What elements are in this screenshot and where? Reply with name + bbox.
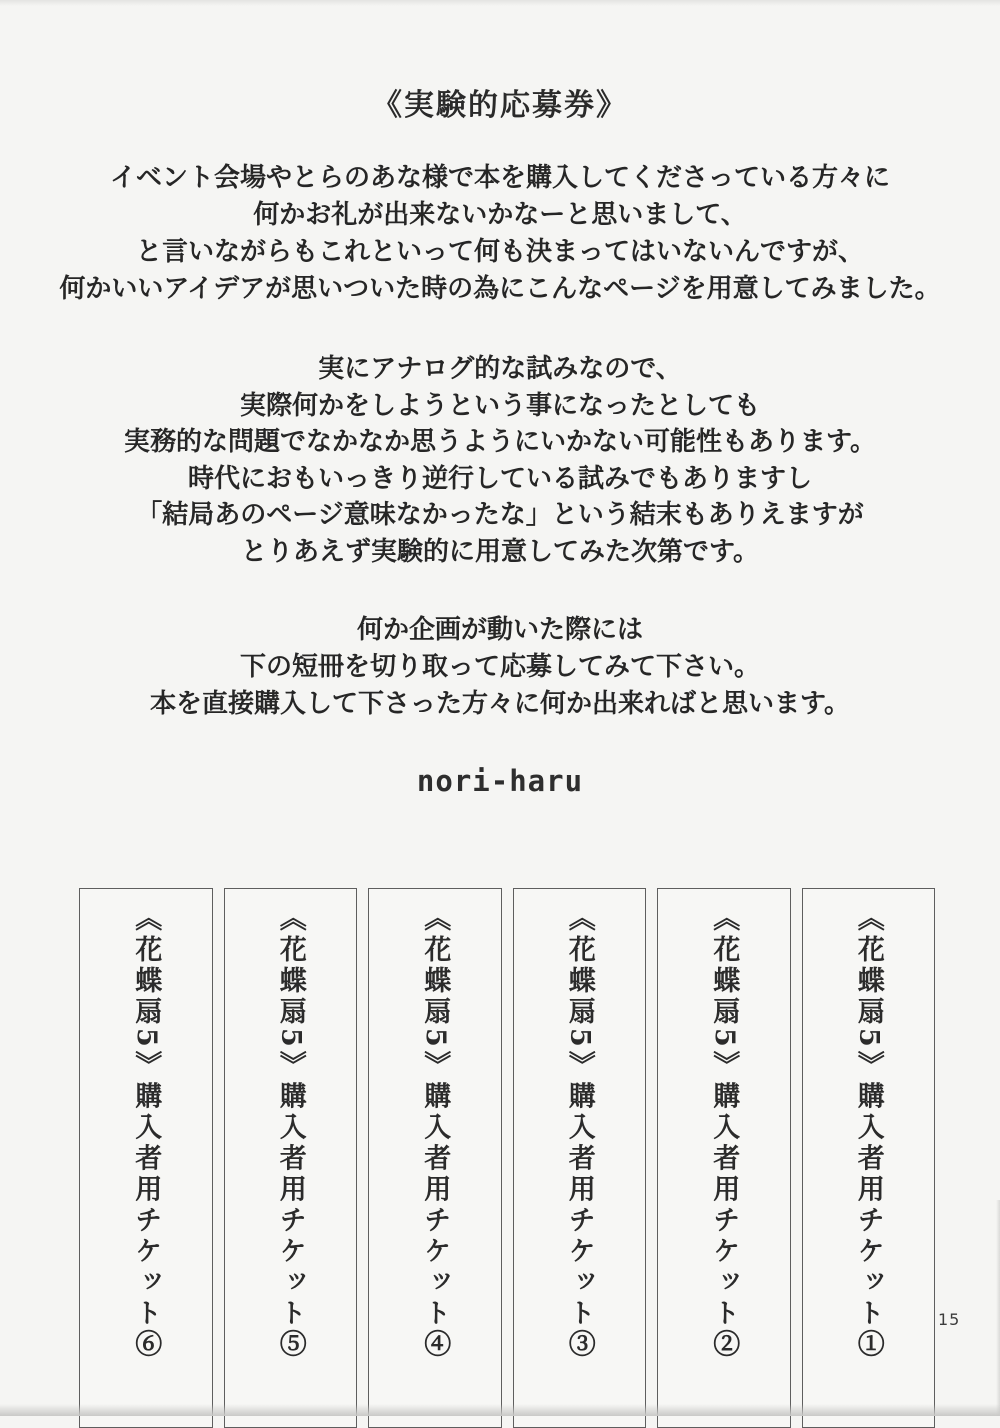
page-number: 15	[938, 1310, 961, 1329]
ticket-strip-1	[802, 888, 936, 1428]
intro-paragraph	[0, 160, 1000, 308]
text-line: と言いながらもこれといって何も決まってはいないんですが、	[135, 237, 864, 267]
text-line: 本を直接購入して下さった方々に何か出来ればと思います。	[150, 689, 850, 719]
ticket-label: 《花蝶扇5》購入者用チケット④	[419, 904, 451, 1361]
page-title: 《実験的応募券》	[372, 88, 628, 123]
caveat-paragraph	[0, 351, 1000, 570]
ticket-label: 《花蝶扇5》購入者用チケット⑤	[274, 904, 306, 1361]
text-line: 実にアナログ的な試みなので、	[318, 354, 682, 384]
text-line: 実務的な問題でなかなか思うようにいかない可能性もあります。	[124, 427, 876, 457]
ticket-strip-5	[224, 888, 358, 1428]
ticket-strip-2	[657, 888, 791, 1428]
ticket-label: 《花蝶扇5》購入者用チケット③	[563, 904, 595, 1361]
author-signature: nori-haru	[416, 764, 584, 798]
scan-edge-top	[0, 0, 1000, 6]
scan-edge-bottom	[0, 1404, 1000, 1416]
ticket-label: 《花蝶扇5》購入者用チケット②	[708, 904, 740, 1361]
text-line: イベント会場やとらのあな様で本を購入してくださっている方々に	[109, 163, 890, 193]
ticket-label: 《花蝶扇5》購入者用チケット①	[852, 904, 884, 1361]
text-line: 下の短冊を切り取って応募してみて下さい。	[239, 652, 760, 682]
ticket-strip-3	[513, 888, 647, 1428]
ticket-strip-4	[368, 888, 502, 1428]
instructions-paragraph	[0, 612, 1000, 723]
text-line: 何かいいアイデアが思いついた時の為にこんなページを用意してみました。	[59, 274, 941, 304]
ticket-strips	[79, 888, 935, 1428]
ticket-strip-6	[79, 888, 213, 1428]
text-line: 実際何かをしようという事になったとしても	[239, 390, 760, 421]
text-line: 何か企画が動いた際には	[356, 615, 643, 645]
text-line: 時代におもいっきり逆行している試みでもありますし	[187, 463, 812, 494]
text-line: 「結局あのページ意味なかったな」という結末もありえますが	[136, 500, 864, 530]
text-line: 何かお礼が出来ないかなーと思いまして、	[253, 200, 747, 230]
text-line: とりあえず実験的に用意してみた次第です。	[241, 536, 759, 567]
ticket-label: 《花蝶扇5》購入者用チケット⑥	[130, 904, 162, 1361]
scan-edge-right	[996, 1200, 1000, 1416]
